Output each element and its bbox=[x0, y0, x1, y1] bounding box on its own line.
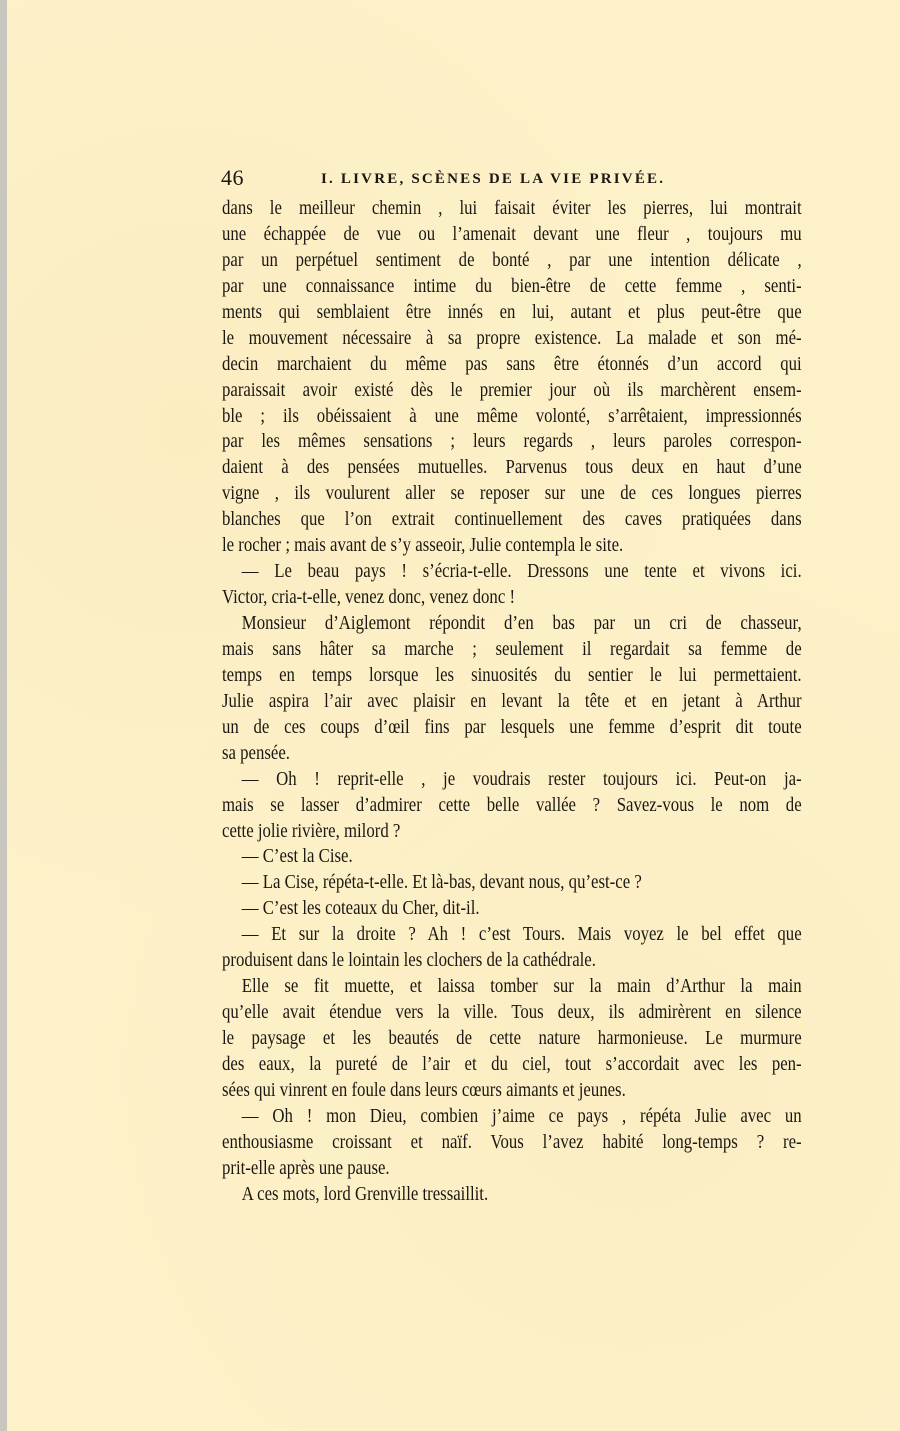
text-line: une échappée de vue ou l’amenait devant une fleur , toujours mu bbox=[222, 223, 802, 245]
text-line: sées qui vinrent en foule dans leurs cœurs aimants et jeunes. bbox=[222, 1079, 626, 1101]
text-line: dans le meilleur chemin , lui faisait éviter les pierres, lui montrait bbox=[222, 198, 802, 219]
text-line: — La Cise, répéta-t-elle. Et là-bas, devant nous, qu’est-ce ? bbox=[241, 872, 642, 894]
text-line: paraissait avoir existé dès le premier jour où ils marchèrent ensem- bbox=[222, 379, 802, 401]
text-line: le mouvement nécessaire à sa propre existence. La malade et son mé- bbox=[222, 327, 802, 349]
text-line: Elle se fit muette, et laissa tomber sur la main d’Arthur la main bbox=[241, 976, 802, 998]
text-line: — Le beau pays ! s’écria-t-elle. Dressons une tente et vivons ici. bbox=[241, 561, 802, 583]
text-line: Victor, cria-t-elle, venez donc, venez donc ! bbox=[222, 587, 516, 609]
text-line: ble ; ils obéissaient à une même volonté, s’arrêtaient, impressionnés bbox=[222, 405, 802, 427]
text-line: cette jolie rivière, milord ? bbox=[222, 820, 401, 842]
text-line: qu’elle avait étendue vers la ville. Tous deux, ils admirèrent en silence bbox=[222, 1002, 802, 1024]
text-line: mais se lasser d’admirer cette belle vallée ? Savez-vous le nom de bbox=[222, 794, 802, 816]
text-line: A ces mots, lord Grenville tressaillit. bbox=[241, 1183, 489, 1205]
text-line: — Oh ! mon Dieu, combien j’aime ce pays , répéta Julie avec un bbox=[241, 1105, 802, 1127]
text-line: un de ces coups d’œil fins par lesquels une femme d’esprit dit toute bbox=[222, 716, 802, 738]
text-line: Monsieur d’Aiglemont répondit d’en bas par un cri de chasseur, bbox=[241, 613, 802, 634]
text-line: produisent dans le lointain les clochers de la cathédrale. bbox=[222, 950, 596, 972]
text-line: par un perpétuel sentiment de bonté , par une intention délicate , bbox=[222, 249, 802, 271]
running-head bbox=[221, 164, 801, 192]
text-line: enthousiasme croissant et naïf. Vous l’avez habité long-temps ? re- bbox=[222, 1131, 802, 1153]
text-line: — Oh ! reprit-elle , je voudrais rester toujours ici. Peut-on ja- bbox=[241, 768, 802, 790]
text-line: decin marchaient du même pas sans être étonnés d’un accord qui bbox=[222, 353, 802, 375]
text-line: par les mêmes sensations ; leurs regards , leurs paroles correspon- bbox=[222, 431, 802, 453]
text-line: prit-elle après une pause. bbox=[222, 1157, 390, 1179]
text-line: daient à des pensées mutuelles. Parvenus tous deux en haut d’une bbox=[222, 457, 802, 479]
text-line: — C’est la Cise. bbox=[241, 846, 353, 868]
text-line: — Et sur la droite ? Ah ! c’est Tours. Mais voyez le bel effet que bbox=[241, 924, 802, 946]
text-line: vigne , ils voulurent aller se reposer sur une de ces longues pierres bbox=[222, 483, 802, 505]
text-line: le rocher ; mais avant de s’y asseoir, Julie contempla le site. bbox=[222, 535, 624, 557]
text-line: temps en temps lorsque les sinuosités du sentier le lui permettaient. bbox=[222, 664, 802, 686]
running-head-title: I. LIVRE, SCÈNES DE LA VIE PRIVÉE. bbox=[321, 171, 666, 187]
text-line: mais sans hâter sa marche ; seulement il regardait sa femme de bbox=[222, 638, 802, 660]
text-line: le paysage et les beautés de cette nature harmonieuse. Le murmure bbox=[222, 1028, 802, 1049]
body-text bbox=[222, 196, 802, 1208]
text-line: Julie aspira l’air avec plaisir en levant la tête et en jetant à Arthur bbox=[222, 690, 802, 712]
page-number: 46 bbox=[221, 165, 244, 190]
text-line: — C’est les coteaux du Cher, dit-il. bbox=[241, 898, 480, 920]
book-page bbox=[7, 0, 900, 1431]
text-line: des eaux, la pureté de l’air et du ciel, tout s’accordait avec les pen- bbox=[222, 1053, 802, 1075]
text-line: ments qui semblaient être innés en lui, autant et plus peut-être que bbox=[222, 301, 802, 323]
text-line: blanches que l’on extrait continuellement des caves pratiquées dans bbox=[222, 509, 802, 531]
text-line: sa pensée. bbox=[222, 742, 290, 764]
text-line: par une connaissance intime du bien-être de cette femme , senti- bbox=[222, 275, 802, 297]
